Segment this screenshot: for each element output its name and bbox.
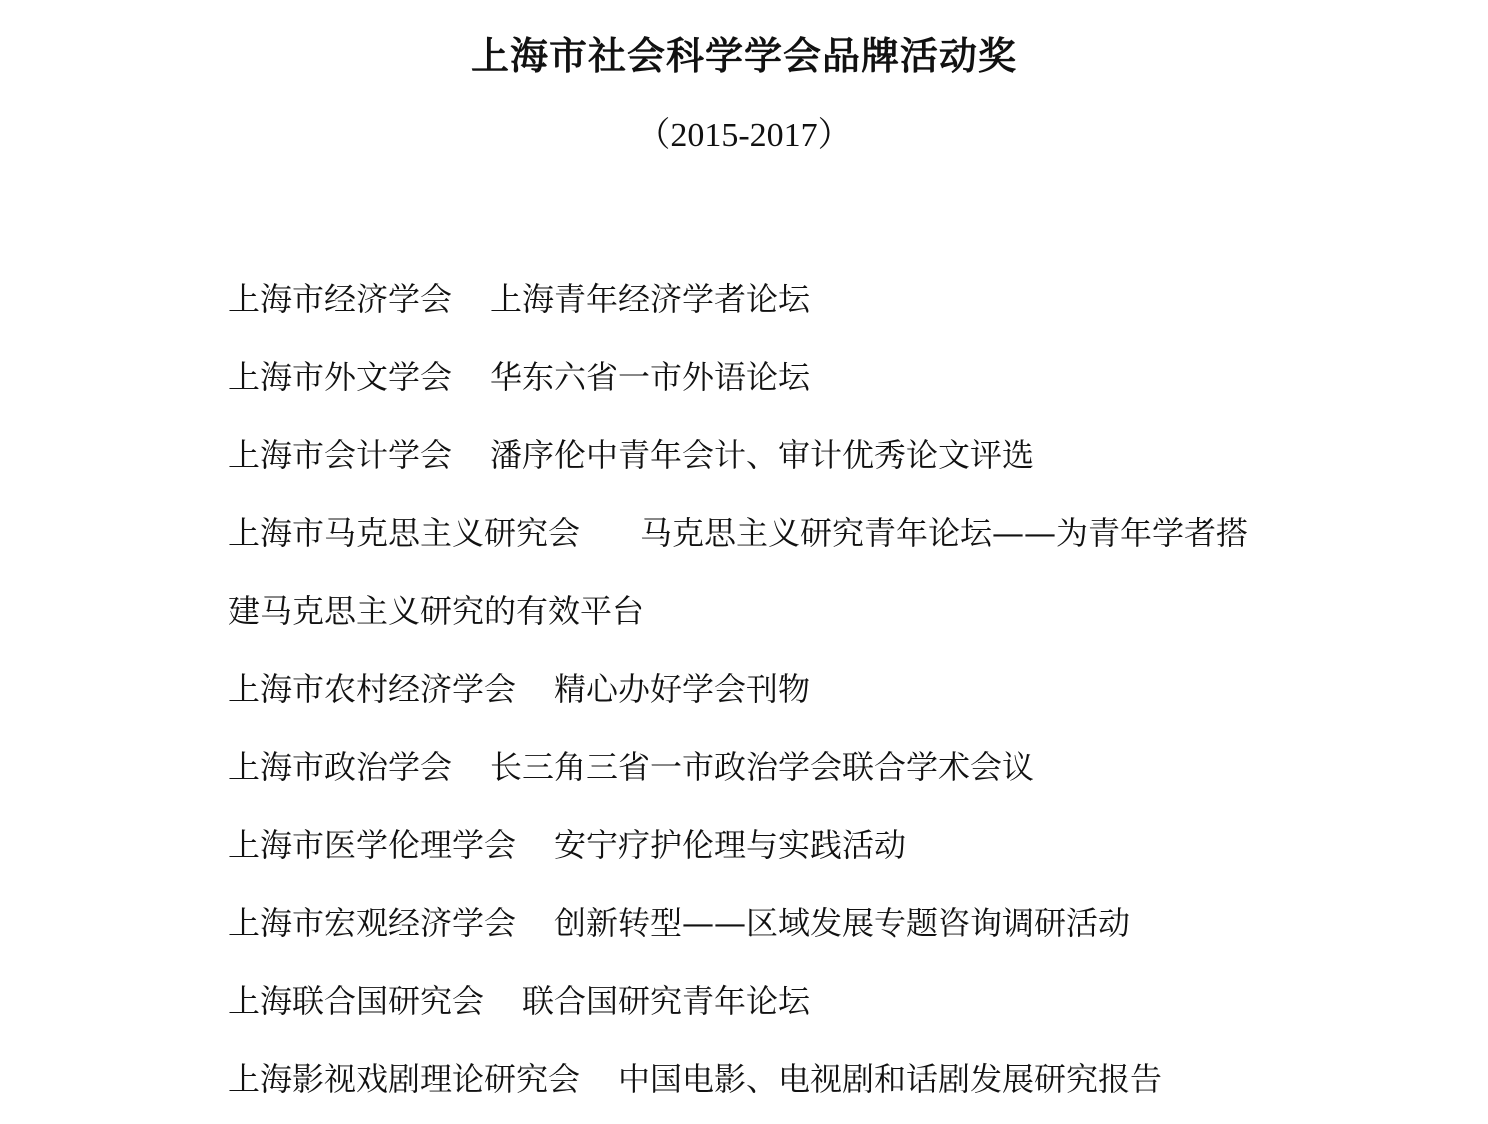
award-entry	[228, 728, 1268, 806]
award-entry	[228, 1040, 1268, 1118]
entry-activity: 中国电影、电视剧和话剧发展研究报告	[618, 1060, 1163, 1098]
document-period: （2015-2017）	[636, 117, 852, 154]
entry-activity: 联合国研究青年论坛	[522, 982, 811, 1020]
entry-organization: 上海市农村经济学会	[228, 670, 517, 708]
entry-activity: 精心办好学会刊物	[554, 670, 811, 708]
entry-activity: 华东六省一市外语论坛	[490, 358, 811, 396]
entry-activity: 安宁疗护伦理与实践活动	[554, 826, 907, 864]
award-entry	[228, 494, 1268, 650]
entry-organization: 上海市经济学会	[228, 280, 453, 318]
award-entry	[228, 962, 1268, 1040]
entry-activity: 上海青年经济学者论坛	[490, 280, 811, 318]
award-entry	[228, 806, 1268, 884]
entry-organization: 上海联合国研究会	[228, 982, 485, 1020]
document-title: 上海市社会科学学会品牌活动奖	[470, 34, 1017, 78]
entry-organization: 上海市政治学会	[228, 748, 453, 786]
award-list	[228, 260, 1268, 1118]
entry-activity: 长三角三省一市政治学会联合学术会议	[490, 748, 1035, 786]
entry-organization: 上海市外文学会	[228, 358, 453, 396]
entry-organization: 上海市马克思主义研究会	[228, 514, 581, 552]
award-entry	[228, 416, 1268, 494]
entry-organization: 上海市医学伦理学会	[228, 826, 517, 864]
award-entry	[228, 338, 1268, 416]
entry-activity: 马克思主义研究青年论坛——为青年学者搭建马克思主义研究的有效平台	[228, 514, 1249, 630]
entry-activity: 创新转型——区域发展专题咨询调研活动	[554, 904, 1131, 942]
award-entry	[228, 884, 1268, 962]
award-entry	[228, 650, 1268, 728]
entry-activity: 潘序伦中青年会计、审计优秀论文评选	[490, 436, 1035, 474]
entry-organization: 上海市宏观经济学会	[228, 904, 517, 942]
entry-organization: 上海影视戏剧理论研究会	[228, 1060, 581, 1098]
entry-organization: 上海市会计学会	[228, 436, 453, 474]
award-entry	[228, 260, 1268, 338]
